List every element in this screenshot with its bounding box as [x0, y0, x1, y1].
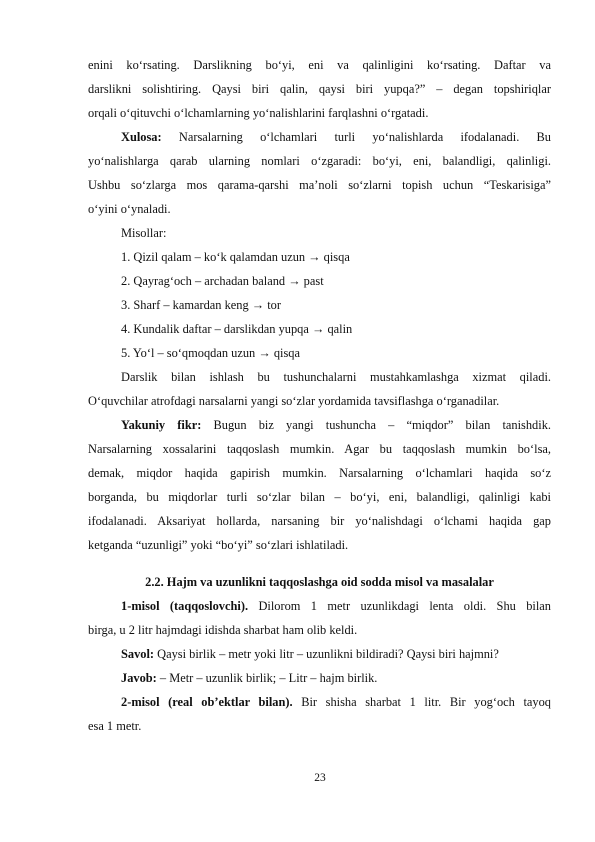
- text-line: borganda, bu miqdorlar turli so‘zlar bilan – bo‘yi, eni, balandligi, qalinligi kabi: [88, 490, 551, 504]
- answer-label: Javob:: [121, 671, 157, 685]
- final-thought-line: Yakuniy fikr: Bugun biz yangi tushuncha – “miqdor” bilan tanishdik.: [121, 418, 551, 432]
- examples-label: Misollar:: [121, 226, 167, 240]
- text-line: yo‘nalishlarga qarab ularning nomlari o‘zgaradi: bo‘yi, eni, balandligi, qalinligi.: [88, 154, 551, 168]
- text-line: esa 1 metr.: [88, 719, 142, 733]
- text-line: o‘yini o‘ynaladi.: [88, 202, 171, 216]
- example-2-line: 2-misol (real ob’ektlar bilan). Bir shisha sharbat 1 litr. Bir yog‘och tayoq: [121, 695, 551, 709]
- example-item: 2. Qayrag‘och – archadan baland → past: [121, 274, 324, 288]
- text-line: Darslik bilan ishlash bu tushunchalarni mustahkamlashga xizmat qiladi.: [121, 370, 551, 384]
- text-line: enini ko‘rsating. Darslikning bo‘yi, eni va qalinligini ko‘rsating. Daftar va: [88, 58, 551, 72]
- text-line: demak, miqdor haqida gapirish mumkin. Narsalarning o‘lchamlari haqida so‘z: [88, 466, 551, 480]
- example-item: 1. Qizil qalam – ko‘k qalamdan uzun → qisqa: [121, 250, 350, 264]
- example-item: 4. Kundalik daftar – darslikdan yupqa → qalin: [121, 322, 353, 336]
- example-1-label: 1-misol (taqqoslovchi).: [121, 599, 249, 613]
- text-line: birga, u 2 litr hajmdagi idishda sharbat ham olib keldi.: [88, 623, 358, 637]
- text-line: ketganda “uzunligi” yoki “bo‘yi” so‘zlari ishlatiladi.: [88, 538, 349, 552]
- example-item: 5. Yo‘l – so‘qmoqdan uzun → qisqa: [121, 346, 300, 360]
- text-line: Narsalarning xossalarini taqqoslash mumkin. Agar bu taqqoslash mumkin bo‘lsa,: [88, 442, 551, 456]
- section-heading: 2.2. Hajm va uzunlikni taqqoslashga oid sodda misol va masalalar: [145, 575, 494, 589]
- conclusion-label: Xulosa:: [121, 130, 162, 144]
- example-1-line: 1-misol (taqqoslovchi). Dilorom 1 metr uzunlikdagi lenta oldi. Shu bilan: [121, 599, 551, 613]
- text-line: ifodalanadi. Aksariyat hollarda, narsaning bir yo‘nalishdagi o‘lchami haqida gap: [88, 514, 551, 528]
- page-number: 23: [314, 772, 326, 784]
- question-line: Savol: Qaysi birlik – metr yoki litr – uzunlikni bildiradi? Qaysi biri hajmni?: [121, 647, 499, 661]
- text-line: Ushbu so‘zlarga mos qarama-qarshi ma’noli so‘zlarni topish uchun “Teskarisiga”: [88, 178, 551, 192]
- example-2-label: 2-misol (real ob’ektlar bilan).: [121, 695, 293, 709]
- example-item: 3. Sharf – kamardan keng → tor: [121, 298, 282, 312]
- conclusion-line: Xulosa: Narsalarning o‘lchamlari turli yo‘nalishlarda ifodalanadi. Bu: [121, 130, 551, 144]
- text-line: darslikni solishtiring. Qaysi biri qalin, qaysi biri yupqa?” – degan topshiriqlar: [88, 82, 551, 96]
- final-thought-label: Yakuniy fikr:: [121, 418, 202, 432]
- question-label: Savol:: [121, 647, 155, 661]
- text-line: O‘quvchilar atrofdagi narsalarni yangi so‘zlar yordamida tavsiflashga o‘rganadilar.: [88, 394, 500, 408]
- answer-line: Javob: – Metr – uzunlik birlik; – Litr – hajm birlik.: [121, 671, 378, 685]
- text-line: orqali o‘qituvchi o‘lchamlarning yo‘nalishlarini farqlashni o‘rgatadi.: [88, 106, 429, 120]
